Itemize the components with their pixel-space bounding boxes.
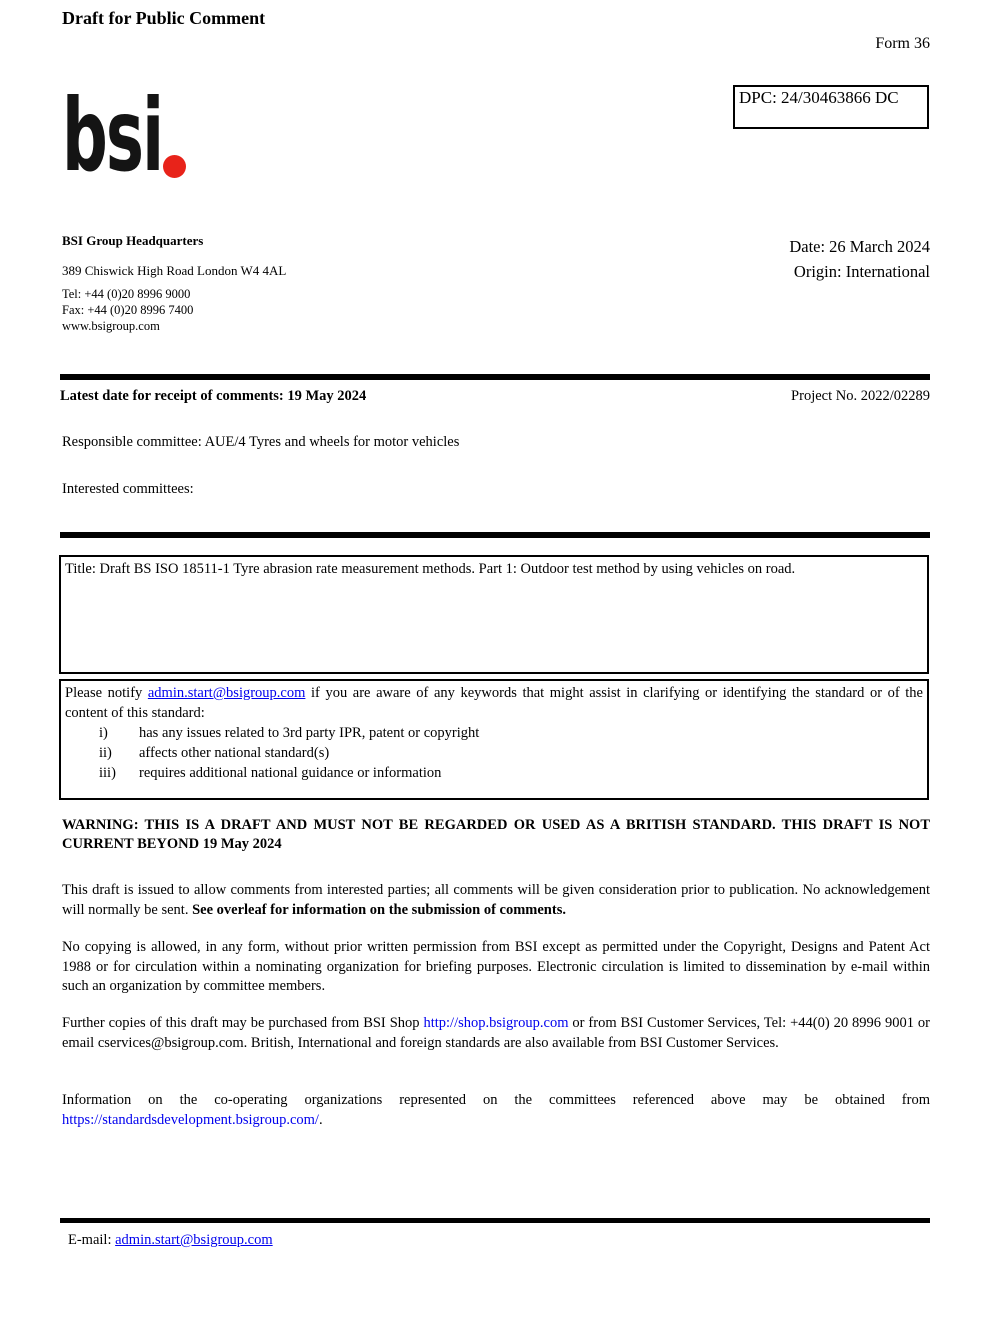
form-number: Form 36 bbox=[875, 35, 930, 52]
paragraph-copyright: No copying is allowed, in any form, without prior written permission from BSI except as permitted under the Copyright, Designs and Patent Act 1988 or for circulation within a nominating organization for briefing purposes. Electronic circulation is limited to dissemination by e-mail within such an organization by committee members. bbox=[62, 939, 930, 994]
paragraph-copies-after: or from BSI Customer Services, Tel: +44(0) 20 8996 9001 or email cservices@bsigroup.com. British, International and foreign standards are also available from BSI Customer Services. bbox=[62, 1015, 931, 1051]
paragraph-comments-normal: This draft is issued to allow comments from interested parties; all comments will be given consideration prior to publication. No acknowledgement will normally be sent. bbox=[62, 882, 930, 918]
date-line: Date: 26 March 2024 bbox=[789, 237, 930, 256]
project-number: Project No. 2022/02289 bbox=[791, 388, 930, 404]
dpc-number: DPC: 24/30463866 DC bbox=[739, 88, 899, 107]
bsi-logo-red-dot bbox=[163, 155, 186, 178]
list-item-text: has any issues related to 3rd party IPR, patent or copyright bbox=[139, 725, 480, 741]
footer-email-line bbox=[68, 1232, 273, 1249]
website-line: www.bsigroup.com bbox=[62, 319, 160, 333]
latest-date-label: Latest date for receipt of comments: 19 May 2024 bbox=[60, 388, 367, 404]
keywords-intro-before: Please notify bbox=[65, 685, 148, 701]
fax-line: Fax: +44 (0)20 8996 7400 bbox=[62, 303, 194, 317]
street-address: 389 Chiswick High Road London W4 4AL bbox=[62, 263, 287, 278]
paragraph-organizations bbox=[62, 1091, 930, 1130]
origin-line: Origin: International bbox=[793, 262, 930, 281]
keywords-list bbox=[65, 723, 923, 783]
latest-date-row bbox=[60, 388, 930, 405]
paragraph-organizations-before: Information on the co-operating organizations represented on the committees referenced above may be obtained from bbox=[62, 1092, 930, 1108]
list-item-text: affects other national standard(s) bbox=[139, 745, 330, 761]
footer-email-label: E-mail: bbox=[68, 1232, 116, 1248]
list-item bbox=[65, 743, 923, 763]
bsi-shop-link[interactable]: http://shop.bsigroup.com bbox=[423, 1015, 569, 1031]
list-item bbox=[65, 723, 923, 743]
divider-rule-top bbox=[60, 374, 930, 380]
standards-development-link[interactable]: https://standardsdevelopment.bsigroup.com/ bbox=[62, 1111, 319, 1128]
list-item-text: requires additional national guidance or information bbox=[139, 765, 442, 781]
list-item bbox=[65, 763, 923, 783]
keywords-intro bbox=[65, 683, 923, 723]
warning-text: WARNING: THIS IS A DRAFT AND MUST NOT BE REGARDED OR USED AS A BRITISH STANDARD. THIS DRAFT IS NOT CURRENT BEYOND 19 May 2024 bbox=[62, 817, 930, 852]
list-item-number: iii) bbox=[99, 765, 116, 781]
paragraph-organizations-after: . bbox=[318, 1111, 323, 1128]
list-item-number: i) bbox=[99, 725, 108, 741]
list-item-number: ii) bbox=[99, 745, 112, 761]
divider-rule-middle bbox=[60, 532, 930, 538]
paragraph-comments bbox=[62, 881, 930, 920]
address-block bbox=[62, 233, 286, 334]
divider-rule-footer bbox=[60, 1218, 930, 1223]
tel-line: Tel: +44 (0)20 8996 9000 bbox=[62, 287, 191, 301]
responsible-committee: Responsible committee: AUE/4 Tyres and wheels for motor vehicles bbox=[62, 434, 460, 450]
paragraph-comments-bold: See overleaf for information on the submission of comments. bbox=[192, 901, 566, 918]
interested-committees: Interested committees: bbox=[62, 481, 194, 497]
keywords-intro-after: if you are aware of any keywords that might assist in clarifying or identifying the standard or of the content of this standard: bbox=[65, 685, 923, 721]
bsi-logo-text: bsi bbox=[62, 77, 163, 194]
draft-for-public-comment-label: Draft for Public Comment bbox=[62, 8, 266, 28]
document-title: Title: Draft BS ISO 18511-1 Tyre abrasion rate measurement methods. Part 1: Outdoor test method by using vehicles on road. bbox=[65, 561, 796, 577]
date-origin-block bbox=[789, 234, 930, 284]
headquarters-name: BSI Group Headquarters bbox=[62, 233, 204, 248]
keywords-box bbox=[59, 679, 929, 800]
bsi-logo bbox=[60, 77, 260, 194]
dpc-number-box bbox=[733, 85, 929, 129]
paragraph-copies-before: Further copies of this draft may be purchased from BSI Shop bbox=[62, 1015, 424, 1031]
footer-email-link[interactable]: admin.start@bsigroup.com bbox=[115, 1232, 273, 1248]
admin-email-link[interactable]: admin.start@bsigroup.com bbox=[147, 685, 306, 701]
paragraph-copies bbox=[62, 1014, 930, 1053]
title-box bbox=[59, 555, 929, 674]
